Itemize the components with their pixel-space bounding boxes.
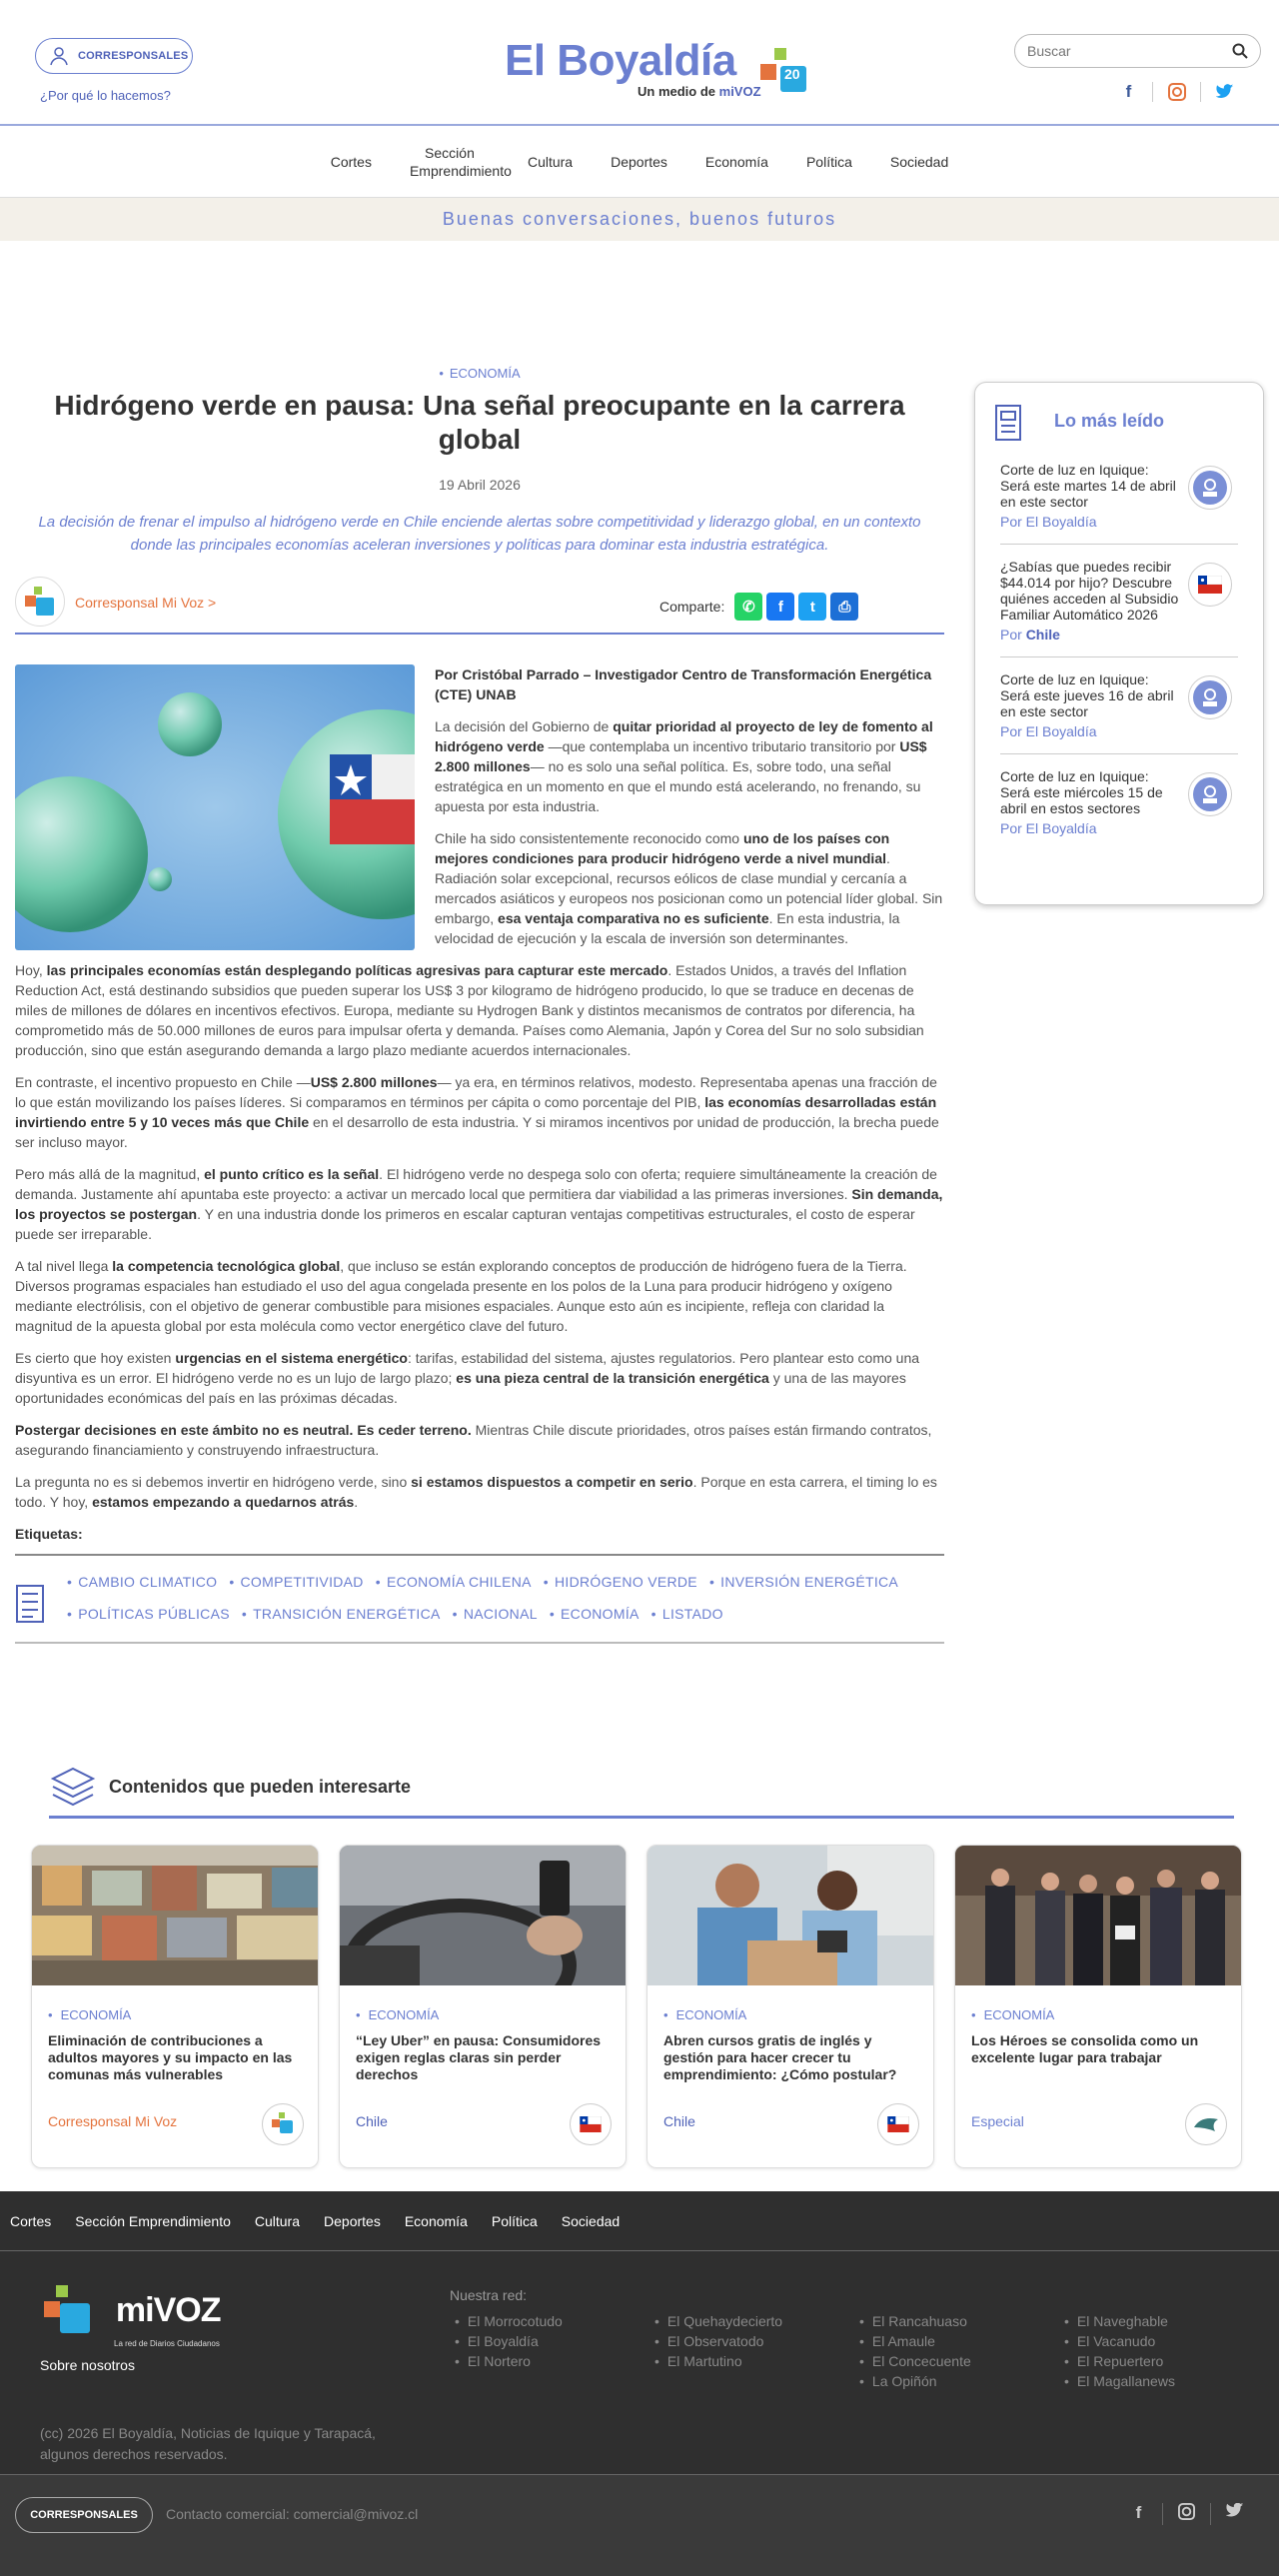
- mivoz-badge-icon: [262, 2103, 304, 2145]
- tag-link[interactable]: • ECONOMÍA: [550, 1606, 640, 1622]
- twitter-icon[interactable]: [1201, 82, 1249, 102]
- site-header: [0, 0, 1279, 126]
- boyaldia-badge-icon: [1188, 675, 1232, 719]
- main-nav: [0, 126, 1279, 198]
- network-label: Nuestra red:: [450, 2287, 528, 2303]
- most-read-item-title[interactable]: Corte de luz en Iquique: Será este martes 14 de abril en este sector: [1000, 462, 1176, 510]
- paragraph-8: [15, 1420, 944, 1460]
- instagram-icon[interactable]: [1163, 2503, 1211, 2525]
- tag-link[interactable]: • COMPETITIVIDAD: [229, 1574, 363, 1590]
- p5a: Pero más allá de la magnitud,: [15, 1166, 205, 1182]
- mivoz-footer-logo[interactable]: [42, 2283, 221, 2348]
- most-read-item-source: [1000, 627, 1182, 643]
- mivoz-logo-sub: La red de Diarios Ciudadanos: [114, 2339, 220, 2348]
- logo-title: El Boyaldía: [505, 36, 736, 85]
- chile-flag-icon: [570, 2103, 612, 2145]
- p6b: la competencia tecnológica global: [112, 1258, 341, 1274]
- p1b: quitar prioridad al proyecto de ley de fomento al hidrógeno verde: [435, 718, 933, 754]
- network-link[interactable]: • El Morrocotudo: [455, 2311, 563, 2331]
- p4d: las economías desarrolladas están invirtiendo entre 5 y 10 veces más que Chile: [15, 1094, 937, 1130]
- most-read-item[interactable]: [1000, 545, 1238, 657]
- network-link[interactable]: • El Magallanews: [1064, 2371, 1269, 2391]
- chile-flag-icon: [1188, 563, 1232, 607]
- commercial-contact[interactable]: Contacto comercial: comercial@mivoz.cl: [166, 2506, 419, 2522]
- most-read-item-title[interactable]: Corte de luz en Iquique: Será este jueves 16 de abril en este sector: [1000, 671, 1174, 719]
- p9b: si estamos dispuestos a competir en serio: [411, 1474, 693, 1490]
- tag-link[interactable]: • CAMBIO CLIMATICO: [67, 1574, 217, 1590]
- related-card[interactable]: [954, 1845, 1242, 2168]
- tag-link[interactable]: • TRANSICIÓN ENERGÉTICA: [242, 1606, 441, 1622]
- p8a: Postergar decisiones en este ámbito no es neutral. Es ceder terreno.: [15, 1422, 472, 1438]
- p7b: urgencias en el sistema energético: [175, 1350, 408, 1366]
- p6c: , que incluso se están explorando conceptos de producción de hidrógeno fuera de la Tierra. Diversos programas espaciales han estudiado el uso del agua congelada presente en los polos de la Luna para producir hidrógeno y oxígeno mediante electrólisis, con el objetivo de generar combustible para misiones espaciales. Aunque esto aún es incipiente, refleja con claridad la magnitud de la apuesta global por esta molécula como vector energético clave del futuro.: [15, 1258, 907, 1334]
- p5e: . Y en una industria donde los primeros en escalar capturan ventajas competitivas estructurales, el costo de esperar puede ser irreparable.: [15, 1206, 915, 1242]
- logo-subtitle: [638, 84, 761, 99]
- mivoz-logo-text: miVOZ: [115, 2291, 221, 2329]
- footer-nav: [0, 2191, 1279, 2251]
- footer-nav-item[interactable]: Sociedad: [561, 2212, 621, 2229]
- logo-sub-prefix: Un medio de: [638, 84, 716, 99]
- p9d: estamos empezando a quedarnos atrás: [92, 1494, 355, 1510]
- p3b: las principales economías están desplegando políticas agresivas para capturar este mercado: [46, 962, 668, 978]
- footer-nav-item[interactable]: Política: [491, 2212, 538, 2229]
- p4a: En contraste, el incentivo propuesto en Chile —: [15, 1074, 311, 1090]
- author-link[interactable]: Corresponsal Mi Voz >: [75, 595, 217, 611]
- by-label: Por: [1000, 627, 1022, 643]
- card-title[interactable]: “Ley Uber” en pausa: Consumidores exigen reglas claras sin perder derechos: [356, 2032, 602, 2082]
- footer-nav-item[interactable]: Deportes: [324, 2212, 381, 2229]
- search-icon[interactable]: [1232, 43, 1248, 59]
- p7d: es una pieza central de la transición energética: [456, 1370, 769, 1386]
- article-date: 19 Abril 2026: [439, 477, 521, 493]
- card-image[interactable]: [32, 1846, 318, 1985]
- p2c: . Radiación solar excepcional, recursos eólicos de clase mundial y cercanía a mercados asiáticos y europeos nos posicionan como un potencial líder global. Sin embargo,: [435, 850, 943, 926]
- tag-link[interactable]: • NACIONAL: [453, 1606, 538, 1622]
- boyaldia-badge-icon: [1188, 772, 1232, 816]
- article-lead: La decisión de frenar el impulso al hidrógeno verde en Chile enciende alertas sobre competitividad y liderazgo global, en un contexto donde las principales economías aceleran inversiones y políticas para dominar esta industria estratégica.: [38, 514, 921, 554]
- card-source[interactable]: Corresponsal Mi Voz: [48, 2113, 178, 2129]
- nav-item-deportes[interactable]: Deportes: [611, 153, 667, 170]
- logo-sub-brand: miVOZ: [718, 84, 761, 99]
- paragraph-7: [15, 1348, 944, 1408]
- footer-nav-item[interactable]: Sección Emprendimiento: [75, 2212, 231, 2229]
- search-input[interactable]: [1027, 43, 1217, 59]
- card-image[interactable]: [955, 1846, 1241, 1985]
- network-link[interactable]: • El Boyaldía: [455, 2331, 563, 2351]
- network-link[interactable]: • El Observatodo: [654, 2331, 859, 2351]
- paragraph-9: [15, 1472, 944, 1512]
- paragraph-4: [15, 1072, 944, 1152]
- related-card[interactable]: [339, 1845, 627, 2168]
- paragraph-5: [15, 1164, 944, 1244]
- tags-row-2: [67, 1606, 944, 1622]
- site-logo[interactable]: [505, 36, 814, 106]
- article: [15, 366, 944, 1644]
- newspaper-icon: [993, 403, 1027, 443]
- related-heading-bar: [49, 1761, 1234, 1819]
- p1d: US$ 2.800 millones: [435, 738, 927, 774]
- paragraph-3: [15, 960, 944, 1060]
- card-category[interactable]: • ECONOMÍA: [48, 2007, 318, 2022]
- card-category[interactable]: • ECONOMÍA: [971, 2007, 1241, 2022]
- author-bar: [15, 565, 944, 635]
- network-column-2: [654, 2311, 859, 2391]
- source-label[interactable]: Chile: [1025, 627, 1060, 643]
- most-read-title: Lo más leído: [1054, 411, 1165, 431]
- p1a: La decisión del Gobierno de: [435, 718, 614, 734]
- why-link[interactable]: ¿Por qué lo hacemos?: [40, 88, 171, 103]
- network-link[interactable]: • El Repuertero: [1064, 2351, 1269, 2371]
- most-read-item[interactable]: [1000, 448, 1238, 545]
- network-link[interactable]: • El Quehaydecierto: [654, 2311, 859, 2331]
- p2d: esa ventaja comparativa no es suficiente: [498, 910, 769, 926]
- user-icon: [48, 45, 70, 67]
- p9a: La pregunta no es si debemos invertir en hidrógeno verde, sino: [15, 1474, 412, 1490]
- print-icon[interactable]: ⎙: [830, 593, 858, 621]
- most-read-item-source: Por El Boyaldía: [1000, 723, 1097, 739]
- most-read-item[interactable]: [1000, 657, 1238, 754]
- tag-link[interactable]: • POLÍTICAS PÚBLICAS: [67, 1606, 230, 1622]
- card-source[interactable]: Especial: [971, 2113, 1024, 2129]
- p9c: . Porque en esta carrera, el timing lo es todo. Y hoy,: [15, 1474, 937, 1510]
- nav-item-cultura[interactable]: Cultura: [527, 153, 574, 170]
- p5c: . El hidrógeno verde no despega solo con oferta; requiere simultáneamente la creación de demanda. Justamente ahí apuntaba este proyecto: a activar un mercado local que permitiera dar viabilidad a las primeras inversiones.: [15, 1166, 937, 1202]
- tags-row-1: [67, 1574, 944, 1590]
- related-card[interactable]: [646, 1845, 934, 2168]
- related-content: [15, 1761, 1254, 2168]
- network-link[interactable]: • El Naveghable: [1064, 2311, 1269, 2331]
- footer-nav-item[interactable]: Cultura: [254, 2212, 301, 2229]
- tags-heading: Etiquetas:: [15, 1526, 944, 1556]
- related-cards: [31, 1845, 1254, 2168]
- card-source[interactable]: Chile: [663, 2113, 695, 2129]
- layers-icon: [49, 1765, 97, 1809]
- twitter-share-icon[interactable]: t: [798, 593, 826, 621]
- paragraph-6: [15, 1256, 944, 1336]
- author-avatar[interactable]: [15, 577, 65, 627]
- footer-nav-item[interactable]: Cortes: [10, 2212, 52, 2229]
- card-source[interactable]: Chile: [356, 2113, 388, 2129]
- tagline-banner: Buenas conversaciones, buenos futuros: [0, 198, 1279, 241]
- network-link[interactable]: • La Opiñón: [859, 2371, 1064, 2391]
- network-link[interactable]: • El Martutino: [654, 2351, 859, 2371]
- p4e: en el desarrollo de esta industria. Y si miramos incentivos por unidad de producción, la brecha puede ser incluso mayor.: [15, 1114, 939, 1150]
- chile-flag-icon: [877, 2103, 919, 2145]
- network-column-1: [455, 2311, 563, 2371]
- footer-nav-item[interactable]: Economía: [404, 2212, 468, 2229]
- card-title[interactable]: Eliminación de contribuciones a adultos mayores y su impacto en las comunas más vulnerables: [48, 2032, 293, 2082]
- boyaldia-badge-icon: [1188, 466, 1232, 510]
- p4b: US$ 2.800 millones: [310, 1074, 438, 1090]
- p3a: Hoy,: [15, 962, 47, 978]
- whatsapp-icon[interactable]: ✆: [734, 593, 762, 621]
- p7a: Es cierto que hoy existen: [15, 1350, 176, 1366]
- tags-list: [15, 1556, 944, 1644]
- p3c: . Estados Unidos, a través del Inflation Reduction Act, está destinando subsidios que pueden superar los US$ 3 por kilogramo de hidrógeno producido, lo que se traduce en decenas de miles de millones de dólares en incentivos efectivos. Europa, mediante su Hydrogen Bank y distintos mecanismos de contratos por diferencia, ha comprometido más de 50.000 millones de euros para impulsar oferta y demanda. Países como Alemania, Japón y Corea del Sur no solo subsidian producción, sino que están asegurando demanda a largo plazo mediante acuerdos internacionales.: [15, 962, 924, 1058]
- tag-list-icon: [15, 1584, 45, 1624]
- nav-item-economia[interactable]: Economía: [704, 153, 768, 170]
- most-read-item-source: Por El Boyaldía: [1000, 514, 1097, 530]
- p9e: .: [354, 1494, 359, 1510]
- tag-link[interactable]: • ECONOMÍA CHILENA: [376, 1574, 532, 1590]
- nav-item-politica[interactable]: Política: [805, 153, 852, 170]
- footer-bottom-bar: [0, 2474, 1279, 2576]
- card-title[interactable]: Los Héroes se consolida como un excelente lugar para trabajar: [971, 2032, 1199, 2065]
- related-card[interactable]: [31, 1845, 319, 2168]
- card-category[interactable]: • ECONOMÍA: [663, 2007, 933, 2022]
- network-column-4: [1064, 2311, 1269, 2391]
- p2e: . En esta industria, la velocidad de ejecución y la escala de inversión son determinantes.: [435, 910, 900, 946]
- footer-social-links: [1115, 2503, 1259, 2525]
- most-read-item-title[interactable]: ¿Sabías que puedes recibir $44.014 por hijo? Descubre quiénes acceden al Subsidio Familiar Automático 2026: [1000, 559, 1179, 623]
- article-category[interactable]: • ECONOMÍA: [15, 366, 944, 381]
- p8b: Mientras Chile discute prioridades, otros países están firmando contratos, asegurando financiamiento y construyendo infraestructura.: [15, 1422, 932, 1458]
- instagram-icon[interactable]: [1153, 82, 1201, 102]
- network-link[interactable]: • El Vacanudo: [1064, 2331, 1269, 2351]
- network-link[interactable]: • El Rancahuaso: [859, 2311, 1064, 2331]
- twitter-icon[interactable]: [1211, 2503, 1259, 2525]
- logo-years: 20: [784, 66, 800, 82]
- nav-item-cortes[interactable]: Cortes: [330, 153, 372, 170]
- facebook-icon[interactable]: f: [1105, 82, 1153, 102]
- article-hero-image: [15, 664, 415, 950]
- p6a: A tal nivel llega: [15, 1258, 113, 1274]
- p5d: Sin demanda, los proyectos se postergan: [15, 1186, 943, 1222]
- share-bar: [659, 593, 858, 621]
- p4c: — ya era, en términos relativos, modesto. Representaba apenas una fracción de lo que están movilizando los países líderes. Si comparamos en términos per cápita o como porcentaje del PIB,: [15, 1074, 937, 1110]
- network-columns: [654, 2311, 1269, 2391]
- most-read-sidebar: [974, 382, 1264, 905]
- card-title[interactable]: Abren cursos gratis de inglés y gestión para hacer crecer tu emprendimiento: ¿Cómo postular?: [663, 2032, 897, 2082]
- share-label: Comparte:: [659, 599, 725, 615]
- copyright: (cc) 2026 El Boyaldía, Noticias de Iquique y Tarapacá, algunos derechos reservados.: [40, 2425, 376, 2462]
- facebook-icon[interactable]: f: [1115, 2503, 1163, 2525]
- card-image[interactable]: [340, 1846, 626, 1985]
- social-links: [1105, 82, 1249, 102]
- p1e: — no es solo una señal política. Es, sobre todo, una señal estratégica en un momento en que el mundo está acelerando, no frenando, su apuesta por esta industria.: [435, 758, 921, 814]
- tag-link[interactable]: • HIDRÓGENO VERDE: [544, 1574, 697, 1590]
- p7e: y una de las mayores oportunidades económicas del país en las próximas décadas.: [15, 1370, 906, 1406]
- tag-link[interactable]: • LISTADO: [651, 1606, 723, 1622]
- network-link[interactable]: • El Amaule: [859, 2331, 1064, 2351]
- about-link[interactable]: Sobre nosotros: [40, 2357, 135, 2373]
- mivoz-logo-icon: [42, 2283, 112, 2343]
- related-heading: Contenidos que pueden interesarte: [109, 1777, 412, 1797]
- network-link[interactable]: • El Concecuente: [859, 2351, 1064, 2371]
- corresponsales-label: CORRESPONSALES: [78, 50, 189, 62]
- article-title: Hidrógeno verde en pausa: Una señal preocupante en la carrera global: [54, 390, 905, 455]
- especial-badge-icon: [1185, 2103, 1227, 2145]
- p7c: : tarifas, estabilidad del sistema, ajustes regulatorios. Pero plantear esto como una disyuntiva es un error. El hidrógeno verde no es un lujo de largo plazo;: [15, 1350, 920, 1386]
- tag-link[interactable]: • INVERSIÓN ENERGÉTICA: [709, 1574, 898, 1590]
- search-box[interactable]: [1014, 34, 1261, 68]
- card-category[interactable]: • ECONOMÍA: [356, 2007, 626, 2022]
- article-body: [15, 664, 944, 1512]
- p2a: Chile ha sido consistentemente reconocido como: [435, 830, 743, 846]
- most-read-item-source: Por El Boyaldía: [1000, 820, 1097, 836]
- nav-item-sociedad[interactable]: Sociedad: [889, 153, 949, 170]
- network-column-3: [859, 2311, 1064, 2391]
- facebook-share-icon[interactable]: f: [766, 593, 794, 621]
- p5b: el punto crítico es la señal: [204, 1166, 380, 1182]
- p1c: —que contemplaba un incentivo tributario transitorio por: [544, 738, 900, 754]
- most-read-item[interactable]: [1000, 754, 1238, 850]
- corresponsales-button[interactable]: [35, 38, 193, 74]
- nav-item-emprendimiento[interactable]: Sección Emprendimiento: [409, 144, 512, 179]
- network-link[interactable]: • El Nortero: [455, 2351, 563, 2371]
- p2b: uno de los países con mejores condiciones para producir hidrógeno verde a nivel mundial: [435, 830, 890, 866]
- most-read-item-title[interactable]: Corte de luz en Iquique: Será este miércoles 15 de abril en estos sectores: [1000, 768, 1163, 816]
- footer-corresponsales-button[interactable]: CORRESPONSALES: [15, 2497, 153, 2533]
- card-image[interactable]: [647, 1846, 933, 1985]
- site-footer: [0, 2191, 1279, 2576]
- byline-text: Por Cristóbal Parrado – Investigador Centro de Transformación Energética (CTE) UNAB: [435, 666, 932, 702]
